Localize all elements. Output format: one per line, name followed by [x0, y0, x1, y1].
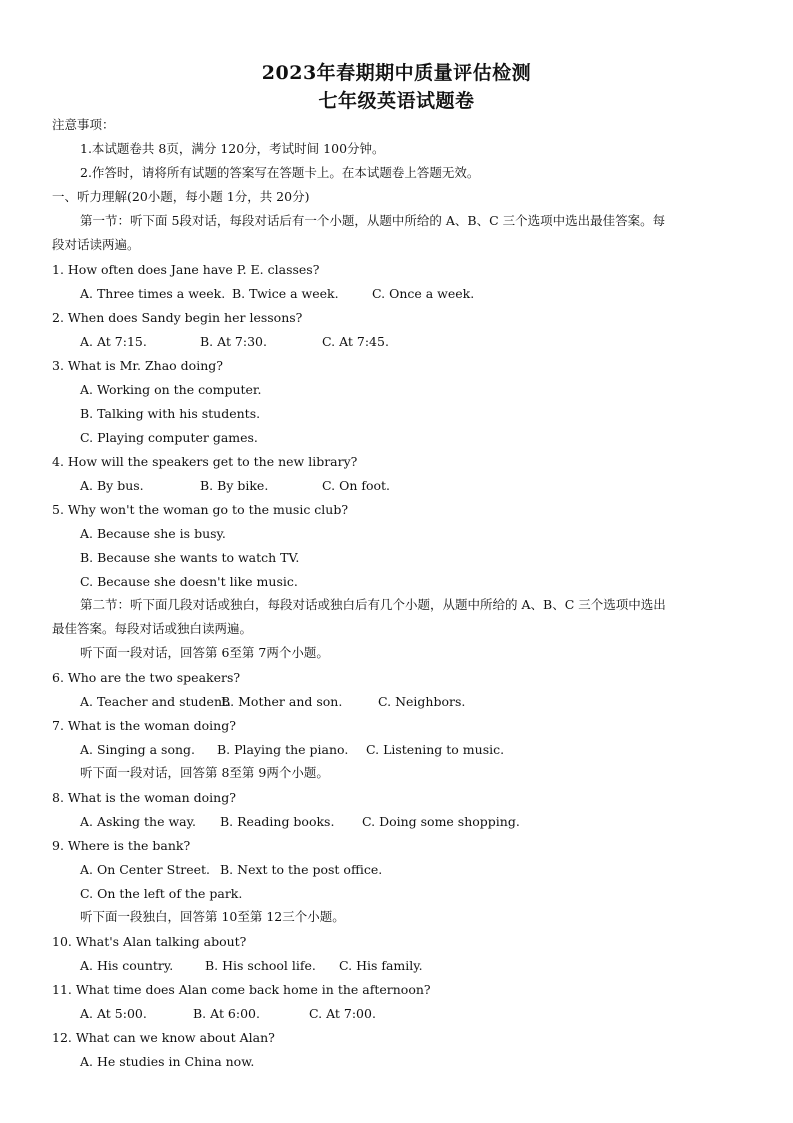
option-a: A. At 5:00. [80, 1006, 147, 1021]
option-a: A. On Center Street. [80, 862, 210, 877]
option-b: B. Playing the piano. [217, 742, 349, 757]
part1-intro: 第一节：听下面 5段对话，每段对话后有一个小题，从题中所给的 A、B、C 三个选项中选出最佳答案。每 [80, 213, 666, 228]
option-a: A. By bus. [80, 478, 144, 493]
part2-intro-cont: 最佳答案。每段对话或独白读两遍。 [52, 621, 253, 636]
option-c: C. Neighbors. [378, 694, 466, 709]
option-c: C. His family. [339, 958, 423, 973]
section-heading: 一、听力理解(20小题，每小题 1分，共 20分) [52, 189, 310, 204]
option-a: A. Singing a song. [80, 742, 196, 757]
option-c: C. Once a week. [372, 286, 475, 301]
option-b: B. At 7:30. [200, 334, 267, 349]
question-text: 9. Where is the bank? [52, 838, 191, 853]
option-c: C. Because she doesn't like music. [80, 574, 298, 589]
option-b: B. By bike. [200, 478, 269, 493]
option-c: C. On the left of the park. [80, 886, 243, 901]
option-a: A. Teacher and student. [80, 694, 232, 709]
option-c: C. At 7:45. [322, 334, 389, 349]
part1-intro-cont: 段对话读两遍。 [52, 237, 140, 252]
option-b: B. Next to the post office. [220, 862, 383, 877]
question-text: 5. Why won't the woman go to the music club? [52, 502, 349, 517]
option-a: A. Asking the way. [80, 814, 196, 829]
option-a: A. He studies in China now. [80, 1054, 255, 1069]
option-a: A. At 7:15. [80, 334, 147, 349]
option-c: C. At 7:00. [309, 1006, 376, 1021]
question-text: 12. What can we know about Alan? [52, 1030, 275, 1045]
question-text: 4. How will the speakers get to the new library? [52, 454, 358, 469]
question-text: 2. When does Sandy begin her lessons? [52, 310, 303, 325]
option-a: A. Working on the computer. [80, 382, 262, 397]
option-b: B. Mother and son. [221, 694, 343, 709]
option-a: A. Because she is busy. [80, 526, 226, 541]
option-b: B. At 6:00. [193, 1006, 260, 1021]
note-item: 1.本试题卷共 8页，满分 120分，考试时间 100分钟。 [80, 141, 385, 156]
option-b: B. Twice a week. [232, 286, 339, 301]
listening-cue: 听下面一段对话，回答第 8至第 9两个小题。 [80, 765, 329, 780]
option-b: B. Because she wants to watch TV. [80, 550, 300, 565]
option-c: C. Doing some shopping. [362, 814, 520, 829]
option-b: B. Reading books. [220, 814, 335, 829]
option-c: C. Playing computer games. [80, 430, 258, 445]
exam-title: 2023年春期期中质量评估检测 [261, 62, 532, 84]
option-b: B. Talking with his students. [80, 406, 261, 421]
option-c: C. Listening to music. [366, 742, 505, 757]
question-text: 11. What time does Alan come back home in the afternoon? [52, 982, 431, 997]
listening-cue: 听下面一段对话，回答第 6至第 7两个小题。 [80, 645, 329, 660]
option-a: A. Three times a week. [80, 286, 226, 301]
question-text: 3. What is Mr. Zhao doing? [52, 358, 223, 373]
note-item: 2.作答时，请将所有试题的答案写在答题卡上。在本试题卷上答题无效。 [80, 165, 480, 180]
question-text: 10. What's Alan talking about? [52, 934, 247, 949]
option-a: A. His country. [80, 958, 174, 973]
notes-heading: 注意事项： [52, 117, 115, 132]
listening-cue: 听下面一段独白，回答第 10至第 12三个小题。 [80, 909, 345, 924]
part2-intro: 第二节：听下面几段对话或独白，每段对话或独白后有几个小题，从题中所给的 A、B、C 三个选项中选出 [80, 597, 666, 612]
option-c: C. On foot. [322, 478, 391, 493]
option-b: B. His school life. [205, 958, 316, 973]
exam-subtitle: 七年级英语试题卷 [318, 90, 475, 112]
question-text: 1. How often does Jane have P. E. classes? [52, 262, 320, 277]
question-text: 7. What is the woman doing? [52, 718, 236, 733]
question-text: 6. Who are the two speakers? [52, 670, 241, 685]
question-text: 8. What is the woman doing? [52, 790, 236, 805]
